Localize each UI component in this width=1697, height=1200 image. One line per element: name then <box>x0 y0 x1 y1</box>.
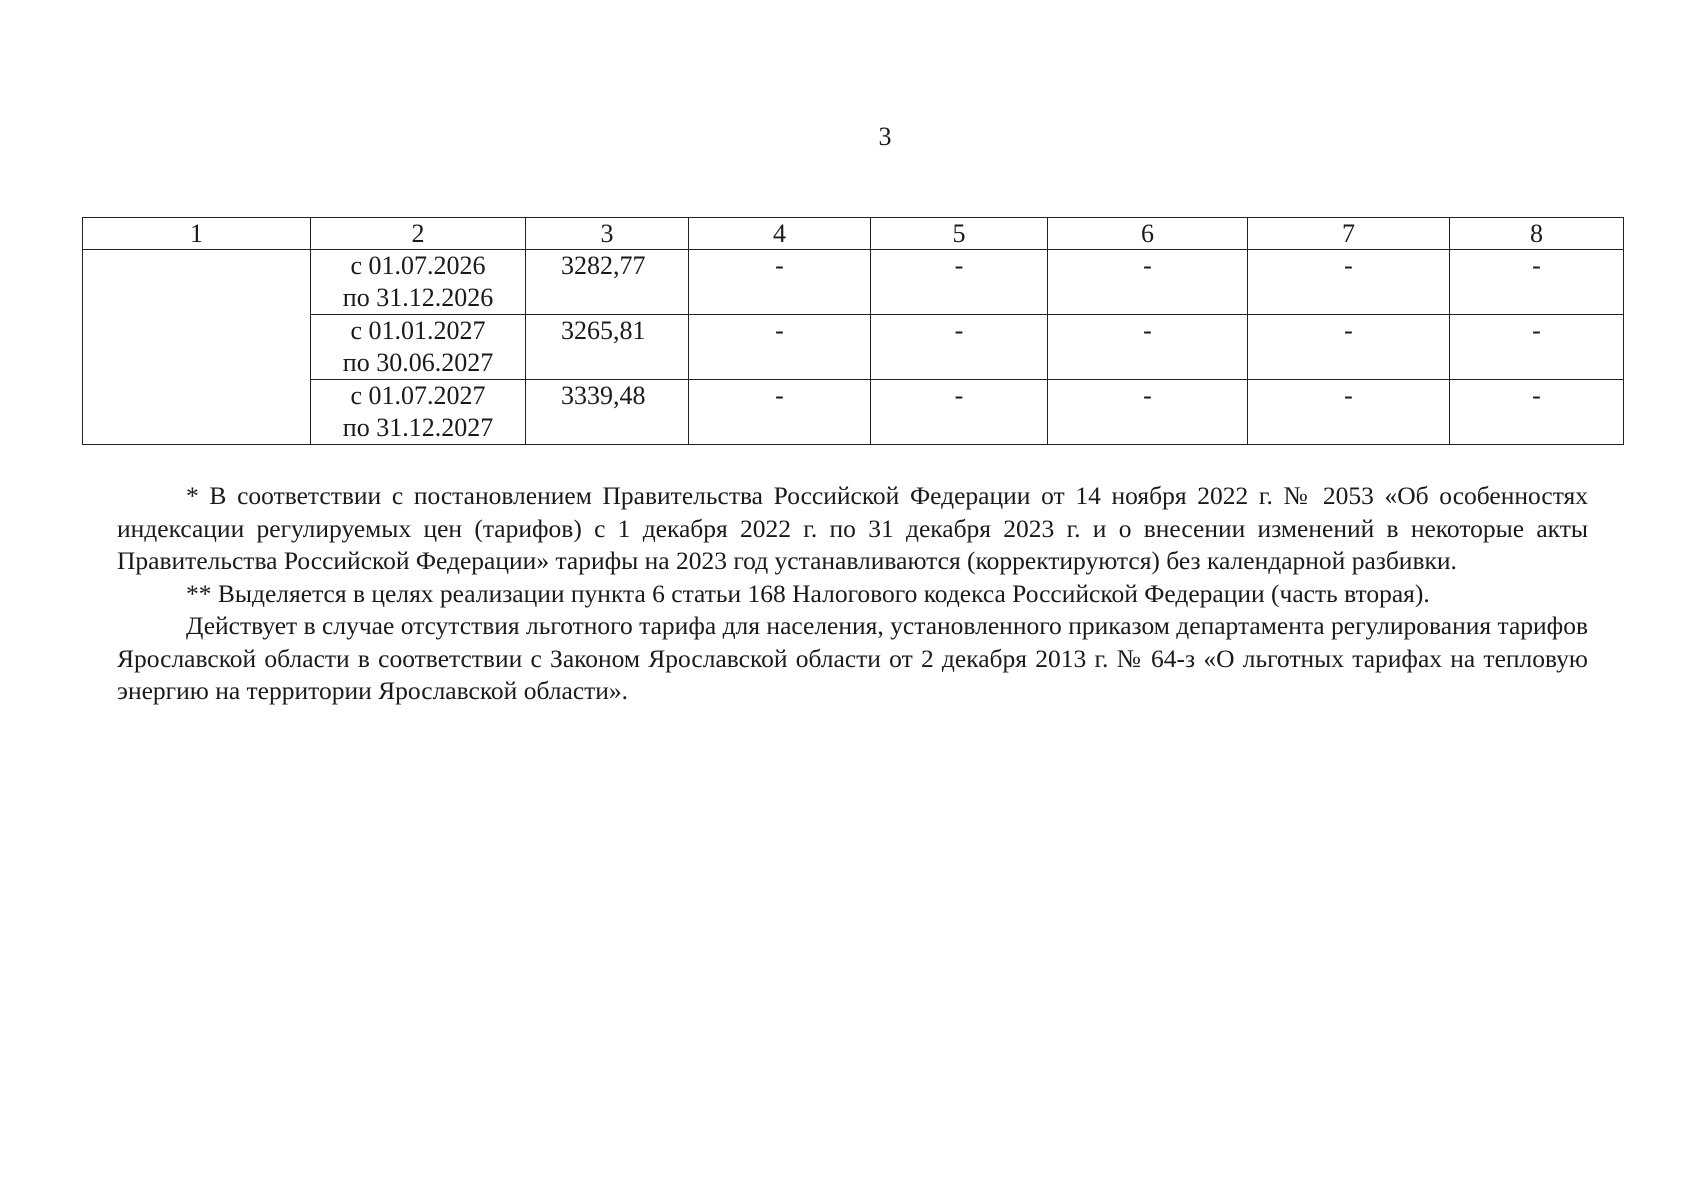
table-cell: - <box>1450 315 1624 380</box>
group-cell <box>83 250 311 445</box>
table-row <box>83 250 1624 315</box>
period-to: по 31.12.2027 <box>342 413 494 442</box>
table-cell: - <box>689 380 871 445</box>
column-header: 5 <box>871 218 1048 250</box>
footnote-preferential-tariff: Действует в случае отсутствия льготного тарифа для населения, установленного приказом департамента регулирования тарифов Ярославской области в соответствии с Законом Ярославской области от 2 декабря 2013 г. № 64-з «О льготных тарифах на тепловую энергию на территории Ярославской области». <box>117 611 1588 705</box>
column-header: 1 <box>83 218 311 250</box>
table-cell: - <box>871 380 1048 445</box>
tariff-table <box>82 217 1624 445</box>
page-number: 3 <box>878 122 892 151</box>
table-cell: - <box>1248 315 1450 380</box>
table-cell: - <box>871 250 1048 315</box>
table-row <box>83 315 1624 380</box>
period-to: по 31.12.2026 <box>342 283 494 312</box>
column-header: 6 <box>1048 218 1248 250</box>
table-cell: - <box>1450 380 1624 445</box>
column-header: 4 <box>689 218 871 250</box>
footnotes <box>117 480 1588 708</box>
table-cell: - <box>1248 380 1450 445</box>
table-cell: - <box>1048 315 1248 380</box>
table-cell: - <box>1248 250 1450 315</box>
table-cell: - <box>1450 250 1624 315</box>
table-header-row <box>83 218 1624 250</box>
period-cell <box>311 380 526 445</box>
tariff-value-cell: 3265,81 <box>526 315 689 380</box>
period-cell <box>311 250 526 315</box>
footnote-single-asterisk: * В соответствии с постановлением Правительства Российской Федерации от 14 ноября 2022 г. № 2053 «Об особенностях индексации регулируемых цен (тарифов) с 1 декабря 2022 г. по 31 декабря 2023 г. и о внесении изменений в некоторые акты Правительства Российской Федерации» тарифы на 2023 год устанавливаются (корректируются) без календарной разбивки. <box>117 481 1588 575</box>
tariff-value-cell: 3282,77 <box>526 250 689 315</box>
column-header: 2 <box>311 218 526 250</box>
period-cell <box>311 315 526 380</box>
period-from: с 01.01.2027 <box>350 316 486 345</box>
period-from: с 01.07.2027 <box>350 381 486 410</box>
column-header: 8 <box>1450 218 1624 250</box>
period-to: по 30.06.2027 <box>342 348 494 377</box>
table-cell: - <box>1048 250 1248 315</box>
table-cell: - <box>689 315 871 380</box>
column-header: 3 <box>526 218 689 250</box>
table-row <box>83 380 1624 445</box>
period-from: с 01.07.2026 <box>350 251 486 280</box>
tariff-value-cell: 3339,48 <box>526 380 689 445</box>
footnote-double-asterisk: ** Выделяется в целях реализации пункта 6 статьи 168 Налогового кодекса Российской Федерации (часть вторая). <box>186 578 1430 608</box>
table-cell: - <box>1048 380 1248 445</box>
table-cell: - <box>871 315 1048 380</box>
column-header: 7 <box>1248 218 1450 250</box>
table-cell: - <box>689 250 871 315</box>
